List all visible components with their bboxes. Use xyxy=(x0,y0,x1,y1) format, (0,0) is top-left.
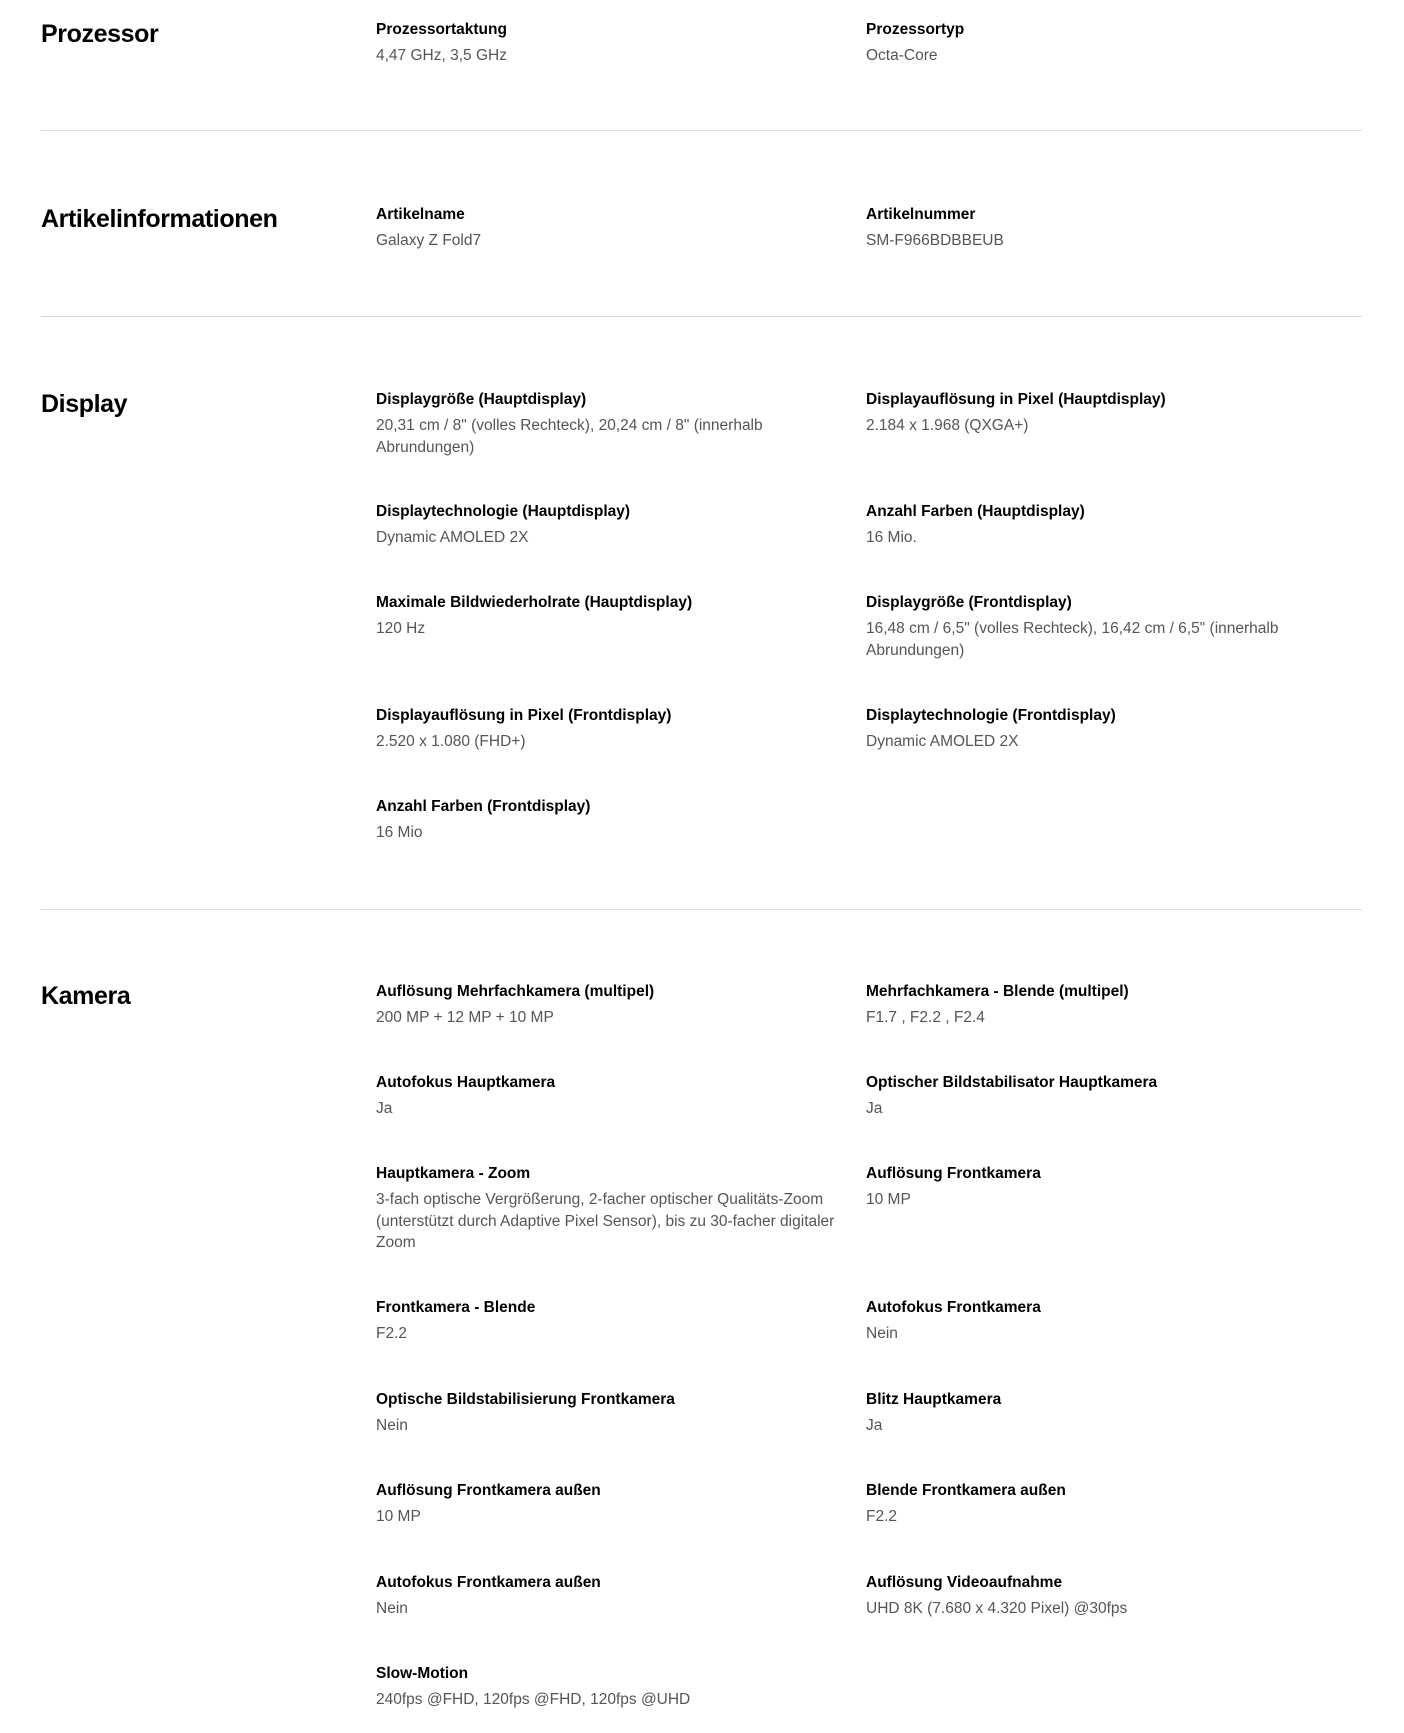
spec-label: Displayauflösung in Pixel (Hauptdisplay) xyxy=(866,391,1166,408)
spec-label: Displaytechnologie (Frontdisplay) xyxy=(866,707,1116,724)
section-divider xyxy=(41,130,1362,131)
spec-label: Blitz Hauptkamera xyxy=(866,1391,1002,1408)
spec-item-displayaufloesung-front xyxy=(376,706,846,753)
spec-item-displaygroesse-front xyxy=(866,593,1336,661)
spec-value: UHD 8K (7.680 x 4.320 Pixel) @30fps xyxy=(866,1600,1128,1617)
spec-value: 16 Mio. xyxy=(866,529,917,546)
spec-item-artikelname xyxy=(376,205,846,252)
spec-label: Autofokus Frontkamera xyxy=(866,1299,1041,1316)
spec-label: Auflösung Mehrfachkamera (multipel) xyxy=(376,983,655,1000)
spec-label: Displaygröße (Frontdisplay) xyxy=(866,594,1072,611)
section-display xyxy=(41,390,1362,850)
spec-value: 16,48 cm / 6,5" (volles Rechteck), 16,42 cm / 6,5" (innerhalb Abrundungen) xyxy=(866,620,1279,659)
spec-label: Displaygröße (Hauptdisplay) xyxy=(376,391,587,408)
spec-label: Hauptkamera - Zoom xyxy=(376,1165,531,1182)
spec-label: Auflösung Videoaufnahme xyxy=(866,1574,1063,1591)
spec-value: 120 Hz xyxy=(376,620,426,637)
section-prozessor xyxy=(41,20,1362,100)
spec-value: 200 MP + 12 MP + 10 MP xyxy=(376,1009,554,1026)
spec-item-autofokus-frontkamera xyxy=(866,1298,1336,1345)
spec-value: Ja xyxy=(866,1417,883,1434)
spec-item-ois-frontkamera xyxy=(376,1390,846,1437)
spec-item-aufloesung-mehrfachkamera xyxy=(376,982,846,1029)
spec-item-artikelnummer xyxy=(866,205,1336,252)
spec-label: Blende Frontkamera außen xyxy=(866,1482,1066,1499)
section-artikelinformationen xyxy=(41,205,1362,285)
spec-value: Nein xyxy=(376,1417,408,1434)
spec-item-aufloesung-frontkamera-aussen xyxy=(376,1481,846,1528)
spec-value: 2.184 x 1.968 (QXGA+) xyxy=(866,417,1029,434)
spec-value: F2.2 xyxy=(866,1508,898,1525)
spec-value: Dynamic AMOLED 2X xyxy=(866,733,1019,750)
spec-value: SM-F966BDBBEUB xyxy=(866,232,1004,249)
spec-label: Maximale Bildwiederholrate (Hauptdisplay) xyxy=(376,594,693,611)
spec-value: 3-fach optische Vergrößerung, 2-facher optischer Qualitäts-Zoom (unterstützt durch Adaptive Pixel Sensor), bis zu 30-facher digitaler Zoom xyxy=(376,1191,835,1251)
spec-item-aufloesung-videoaufnahme xyxy=(866,1573,1336,1620)
spec-item-prozessortaktung xyxy=(376,20,846,67)
section-title-kamera: Kamera xyxy=(41,982,131,1010)
spec-label: Mehrfachkamera - Blende (multipel) xyxy=(866,983,1129,1000)
spec-value: F1.7 , F2.2 , F2.4 xyxy=(866,1009,985,1026)
section-divider xyxy=(41,909,1362,910)
spec-label: Prozessortyp xyxy=(866,21,965,38)
spec-value: Ja xyxy=(866,1100,883,1117)
spec-label: Autofokus Hauptkamera xyxy=(376,1074,556,1091)
spec-item-displaytechnologie-haupt xyxy=(376,502,846,549)
spec-value: 16 Mio xyxy=(376,824,423,841)
spec-label: Artikelname xyxy=(376,206,465,223)
spec-value: Ja xyxy=(376,1100,393,1117)
spec-item-autofokus-hauptkamera xyxy=(376,1073,846,1120)
spec-item-displayaufloesung-haupt xyxy=(866,390,1336,437)
spec-value: Nein xyxy=(376,1600,408,1617)
spec-label: Optischer Bildstabilisator Hauptkamera xyxy=(866,1074,1158,1091)
section-title-display: Display xyxy=(41,390,128,418)
spec-item-anzahl-farben-haupt xyxy=(866,502,1336,549)
spec-label: Displayauflösung in Pixel (Frontdisplay) xyxy=(376,707,672,724)
spec-value: 20,31 cm / 8" (volles Rechteck), 20,24 cm / 8" (innerhalb Abrundungen) xyxy=(376,417,763,456)
spec-item-blende-frontkamera-aussen xyxy=(866,1481,1336,1528)
spec-item-frontkamera-blende xyxy=(376,1298,846,1345)
spec-label: Anzahl Farben (Hauptdisplay) xyxy=(866,503,1085,520)
spec-value: 10 MP xyxy=(376,1508,421,1525)
spec-value: 2.520 x 1.080 (FHD+) xyxy=(376,733,526,750)
spec-value: Nein xyxy=(866,1325,898,1342)
spec-item-autofokus-frontkamera-aussen xyxy=(376,1573,846,1620)
spec-item-blende-mehrfachkamera xyxy=(866,982,1336,1029)
spec-value: 240fps @FHD, 120fps @FHD, 120fps @UHD xyxy=(376,1691,691,1708)
section-title-artikelinformationen: Artikelinformationen xyxy=(41,205,278,233)
spec-item-anzahl-farben-front xyxy=(376,797,846,844)
spec-label: Prozessortaktung xyxy=(376,21,507,38)
spec-label: Optische Bildstabilisierung Frontkamera xyxy=(376,1391,675,1408)
spec-value: F2.2 xyxy=(376,1325,408,1342)
spec-value: Galaxy Z Fold7 xyxy=(376,232,482,249)
spec-item-slow-motion xyxy=(376,1664,846,1711)
section-divider xyxy=(41,316,1362,317)
spec-value: Octa-Core xyxy=(866,47,938,64)
spec-label: Auflösung Frontkamera außen xyxy=(376,1482,601,1499)
spec-item-displaygroesse-haupt xyxy=(376,390,846,458)
spec-item-prozessortyp xyxy=(866,20,1336,67)
spec-label: Frontkamera - Blende xyxy=(376,1299,536,1316)
spec-item-displaytechnologie-front xyxy=(866,706,1336,753)
spec-label: Auflösung Frontkamera xyxy=(866,1165,1041,1182)
spec-item-hauptkamera-zoom xyxy=(376,1164,846,1254)
spec-label: Slow-Motion xyxy=(376,1665,469,1682)
section-title-prozessor: Prozessor xyxy=(41,20,159,48)
spec-item-aufloesung-frontkamera xyxy=(866,1164,1336,1211)
spec-item-blitz-hauptkamera xyxy=(866,1390,1336,1437)
spec-value: Dynamic AMOLED 2X xyxy=(376,529,529,546)
spec-label: Anzahl Farben (Frontdisplay) xyxy=(376,798,591,815)
spec-label: Autofokus Frontkamera außen xyxy=(376,1574,601,1591)
spec-item-bildwiederholrate-haupt xyxy=(376,593,846,640)
spec-value: 10 MP xyxy=(866,1191,911,1208)
section-kamera xyxy=(41,982,1362,1717)
spec-item-ois-hauptkamera xyxy=(866,1073,1336,1120)
spec-label: Displaytechnologie (Hauptdisplay) xyxy=(376,503,631,520)
spec-label: Artikelnummer xyxy=(866,206,976,223)
spec-value: 4,47 GHz, 3,5 GHz xyxy=(376,47,507,64)
